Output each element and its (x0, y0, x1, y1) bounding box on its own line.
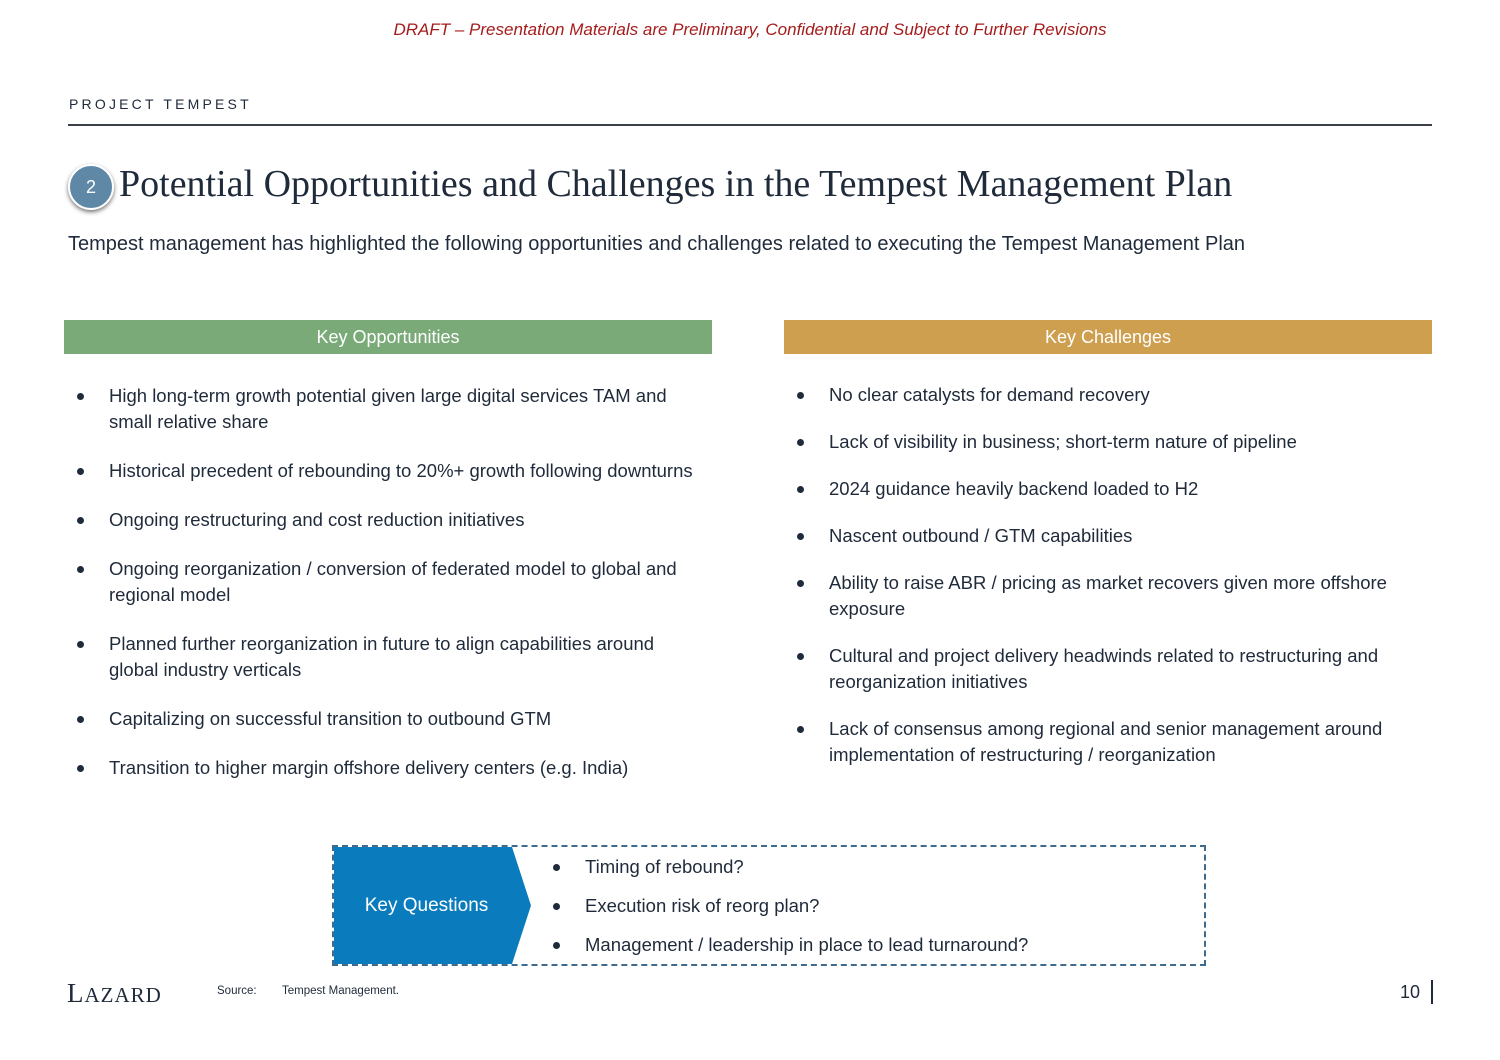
list-item (64, 755, 704, 781)
list-item (784, 382, 1424, 408)
bullet-icon (797, 580, 804, 587)
list-item (784, 429, 1424, 455)
list-item-text: Ongoing restructuring and cost reduction initiatives (109, 509, 525, 530)
list-item (540, 932, 1190, 958)
bullet-icon (77, 468, 84, 475)
list-item-text: Management / leadership in place to lead turnaround? (585, 934, 1029, 955)
list-item-text: Lack of consensus among regional and senior management around implementation of restructuring / reorganization (829, 718, 1383, 765)
list-item-text: Execution risk of reorg plan? (585, 895, 820, 916)
bullet-icon (553, 864, 560, 871)
list-item-text: Ability to raise ABR / pricing as market recovers given more offshore exposure (829, 572, 1387, 619)
bullet-icon (797, 653, 804, 660)
list-item (64, 383, 704, 435)
list-item (64, 507, 704, 533)
bullet-icon (77, 716, 84, 723)
source-label: Source: (217, 985, 257, 997)
list-item-text: High long-term growth potential given large digital services TAM and small relative share (109, 385, 667, 432)
list-item-text: Lack of visibility in business; short-term nature of pipeline (829, 431, 1297, 452)
list-item (64, 631, 704, 683)
list-item-text: Ongoing reorganization / conversion of federated model to global and regional model (109, 558, 677, 605)
source-text: Tempest Management. (282, 985, 399, 997)
opportunities-list (64, 383, 704, 804)
list-item (784, 716, 1424, 768)
list-item (540, 893, 1190, 919)
logo-first-letter: L (67, 978, 85, 1008)
list-item (784, 476, 1424, 502)
page-number-divider (1431, 980, 1433, 1004)
list-item-text: Planned further reorganization in future to align capabilities around global industry verticals (109, 633, 655, 680)
list-item-text: Nascent outbound / GTM capabilities (829, 525, 1133, 546)
key-questions-label: Key Questions (364, 895, 489, 916)
bullet-icon (553, 942, 560, 949)
bullet-icon (797, 726, 804, 733)
list-item-text: Timing of rebound? (585, 856, 744, 877)
list-item-text: Capitalizing on successful transition to outbound GTM (109, 708, 552, 729)
section-number-badge: 2 (68, 164, 114, 210)
page-subtitle: Tempest management has highlighted the following opportunities and challenges related to executing the Tempest Management Plan (68, 233, 1246, 255)
list-item-text: No clear catalysts for demand recovery (829, 384, 1150, 405)
bullet-icon (553, 903, 560, 910)
challenges-list (784, 382, 1424, 789)
page-title: Potential Opportunities and Challenges in the Tempest Management Plan (119, 163, 1233, 205)
challenges-header: Key Challenges (784, 320, 1432, 354)
bullet-icon (797, 392, 804, 399)
list-item-text: Transition to higher margin offshore delivery centers (e.g. India) (109, 757, 629, 778)
list-item (784, 523, 1424, 549)
header-divider (68, 124, 1432, 126)
bullet-icon (77, 566, 84, 573)
bullet-icon (797, 533, 804, 540)
lazard-logo (67, 978, 162, 1009)
bullet-icon (77, 765, 84, 772)
list-item-text: 2024 guidance heavily backend loaded to H2 (829, 478, 1199, 499)
draft-notice: DRAFT – Presentation Materials are Preliminary, Confidential and Subject to Further Revisions (393, 20, 1107, 39)
list-item (64, 706, 704, 732)
list-item-text: Historical precedent of rebounding to 20%+ growth following downturns (109, 460, 693, 481)
list-item (64, 458, 704, 484)
logo-rest-letters: AZARD (84, 983, 162, 1007)
key-questions-list (540, 854, 1190, 971)
bullet-icon (77, 517, 84, 524)
list-item (540, 854, 1190, 880)
page-number: 10 (1399, 982, 1420, 1002)
bullet-icon (797, 486, 804, 493)
list-item (784, 570, 1424, 622)
bullet-icon (797, 439, 804, 446)
list-item (784, 643, 1424, 695)
list-item (64, 556, 704, 608)
bullet-icon (77, 641, 84, 648)
project-label: PROJECT TEMPEST (69, 96, 252, 112)
list-item-text: Cultural and project delivery headwinds related to restructuring and reorganization initiatives (829, 645, 1379, 692)
bullet-icon (77, 393, 84, 400)
opportunities-header: Key Opportunities (64, 320, 712, 354)
